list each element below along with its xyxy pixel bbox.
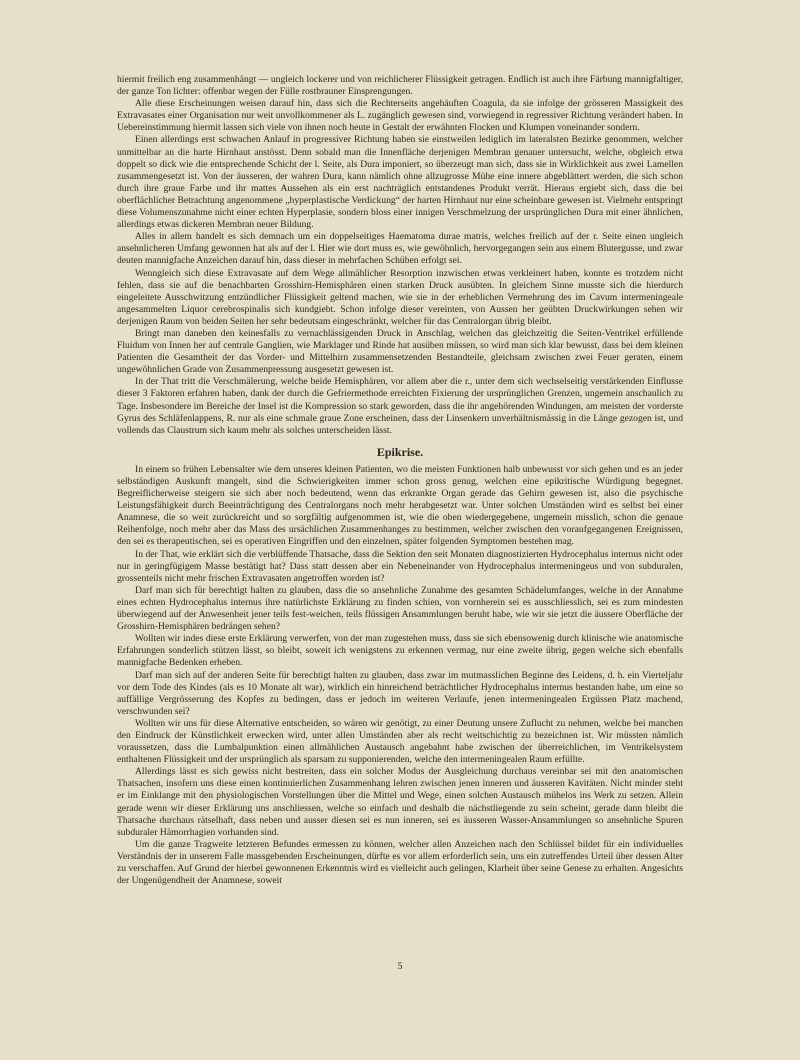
paragraph-1: hiermit freilich eng zusammenhängt — ungleich lockerer und von reichlicherer Flüssigkeit getragen. Endlich ist auch ihre Färbung mannigfaltiger, der ganze Ton lichter: offenbar wegen der Fülle rostbrauner Einsprengungen.: [117, 74, 683, 98]
paragraph-5: Wenngleich sich diese Extravasate auf dem Wege allmählicher Resorption inzwischen etwas verkleinert haben, konnte es trotzdem nicht fehlen, dass sie auf die benachbarten Grosshirn-Hemisphären einen starken Druck ausübten. In gleichem Sinne musste sich die hierdurch eingeleitete Ausschwitzung entzündlicher Flüssigkeit geltend machen, wie sie in der erheblichen Vermehrung des im Cavum intermeningeale angesammelten Liquor cerebrospinalis sich kundgiebt. Schon infolge dieser vereinten, von Aussen her geübten Druckwirkungen sehen wir derjenigen Raum von beiden Seiten her sehr bedeutsam eingeschränkt, welcher für das Centralorgan übrig bleibt.: [117, 267, 683, 327]
epikrise-paragraph-5: Darf man sich auf der anderen Seite für berechtigt halten zu glauben, dass zwar im mutmasslichen Beginne des Leidens, d. h. ein Vierteljahr vor dem Tode des Kindes (als es 10 Monate alt war), wirklich ein hinreichend beträchtlicher Hydrocephalus internus bestanden habe, um eine so auffällige Vergrösserung des Kopfes zu bedingen, dass er jedoch im weiteren Verlaufe, jenen intermeningealen Ergüssen Platz machend, verschwunden sei?: [117, 669, 683, 717]
epikrise-paragraph-6: Wollten wir uns für diese Alternative entscheiden, so wären wir genötigt, zu einer Deutung unsere Zuflucht zu nehmen, welche bei manchen den Eindruck der Künstlichkeit erwecken wird, unter allen Umständen aber als recht weitschichtig zu bezeichnen ist. Wir müssten nämlich voraussetzen, dass die Lumbalpunktion einen allmählichen Austausch angebahnt habe zwischen der überreichlichen, im Ventrikelsystem enthaltenen Flüssigkeit und der ursprünglich als sparsam zu supponierenden, welche den intermeningealen Raum erfüllte.: [117, 717, 683, 766]
section-heading-epikrise: Epikrise.: [376, 444, 424, 459]
page-number: 5: [397, 961, 403, 972]
body-text: [117, 74, 683, 887]
epikrise-paragraph-7: Allerdings lässt es sich gewiss nicht bestreiten, dass ein solcher Modus der Ausgleichung durchaus vereinbar sei mit den anatomischen Thatsachen, insofern uns diese einen kontinuierlichen Zusammenhang lehren zwischen jenen inneren und äusseren Kavitäten. Nicht minder steht er im Einklange mit den physiologischen Vorstellungen über die Mittel und Wege, einen solchen Austausch mühelos ins Werk zu setzen. Allein gerade wenn wir dieser Erklärung uns anschliessen, welche so einfach und deshalb die nächstliegende zu sein scheint, gerade dann bleibt die Thatsache durchaus rätselhaft, dass neben und ausser diesen sei es nun inneren, sei es äusseren Wasser-Ansammlungen so ansehnliche Spuren subduraler Hämorrhagien vorhanden sind.: [117, 766, 683, 838]
epikrise-paragraph-2: In der That, wie erklärt sich die verblüffende Thatsache, dass die Sektion den seit Monaten diagnostizierten Hydrocephalus internus nicht oder nur in geringfügigem Masse bestätigt hat? Dass statt dessen aber ein Nebeneinander von Hydrocephalus intermeningeus und von subduralen, grossenteils nicht mehr frischen Extravasaten angetroffen worden ist?: [117, 548, 683, 584]
epikrise-paragraph-4: Wollten wir indes diese erste Erklärung verwerfen, von der man zugestehen muss, dass sie sich ebensowenig durch klinische wie anatomische Erfahrungen sonderlich stützen lässt, so bleibt, soweit ich wenigstens zu erkennen vermag, nur eine zweite übrig, gegen welche sich ebenfalls mannigfache Bedenken erheben.: [117, 633, 683, 669]
paragraph-2: Alle diese Erscheinungen weisen darauf hin, dass sich die Rechterseits angehäuften Coagula, da sie infolge der grösseren Massigkeit des Extravasates einer Organisation nur weit unvollkommener als L. zugänglich gewesen sind, vorwiegend in regressiver Richtung verändert haben. In Uebereinstimmung hiermit lassen sich viele von ihnen noch heute in Gestalt der erwähnten Flocken und Klumpen voneinander sondern.: [117, 98, 683, 134]
paragraph-6: Bringt man daneben den keinesfalls zu vernachlässigenden Druck in Anschlag, welchen das gleichzeitig die Seiten-Ventrikel erfüllende Fluidum von Innen her auf centrale Ganglien, wie Marklager und Rinde hat ausüben müssen, so wird man sich klar bewusst, dass bei dem kleinen Patienten die Gesamtheit der das Vorder- und Mittelhirn zusammensetzenden Bestandteile, gleichsam zwischen zwei Feuer geraten, einem ungewöhnlichen Grade von Zusammenpressung ausgesetzt gewesen ist.: [117, 327, 683, 376]
paragraph-4: Alles in allem handelt es sich demnach um ein doppelseitiges Haematoma durae matris, welches freilich auf der r. Seite einen ungleich ansehnlicheren Umfang gewonnen hat als auf der l. Hier wie dort muss es, wie gewöhnlich, hervorgegangen sein aus einem Blutergusse, und zwar deuten mannigfache Anzeichen darauf hin, dass dieser in mehrfachen Schüben erfolgt sei.: [117, 231, 683, 267]
epikrise-paragraph-1: In einem so frühen Lebensalter wie dem unseres kleinen Patienten, wo die meisten Funktionen halb unbewusst vor sich gehen und es an jeder selbständigen Auskunft mangelt, sind die Schwierigkeiten immer schon gross genug, welchen eine epikritische Würdigung begegnet. Begreiflicherweise steigern sie sich aber noch bedeutend, wenn das erkrankte Organ gerade das Gehirn gewesen ist, also die psychische Leistungsfähigkeit durch Beeinträchtigung des Centralorgans noch mehr herabgesetzt war. Unter solchen Umständen wird es selbst bei einer Anamnese, die so weit zurückreicht und so sorgfältig aufgenommen ist, wie die oben wiedergegebene, ungemein misslich, schon die genaue Reihenfolge, noch mehr aber das Mass des ursächlichen Zusammenhanges zu bestimmen, welcher zwischen den voraufgegangenen Ereignissen, den sei es therapeutischen, sei es operativen Eingriffen und den einzelnen, später folgenden Symptomen bestehen mag.: [117, 463, 683, 548]
paragraph-3: Einen allerdings erst schwachen Anlauf in progressiver Richtung haben sie einstweilen lediglich im lateralsten Bezirke genommen, welcher unmittelbar an die harte Hirnhaut anstösst. Denn sobald man die Innenfläche derjenigen Membran genauer untersucht, welche, obgleich etwa doppelt so dick wie die entsprechende Schicht der l. Seite, als Dura imponiert, so überzeugt man sich, dass sie in Wirklichkeit aus zwei Lamellen zusammengesetzt ist. Von der äusseren, der wahren Dura, kann nämlich ohne allzugrosse Mühe eine innere abgeblättert werden, die sich schon durch ihre graue Farbe und ihr mattes Aussehen als ein erst nachträglich entstandenes Produkt verrät. Hieraus ergiebt sich, dass die bei oberflächlicher Betrachtung angenommene „hyperplastische Verdickung“ der harten Hirnhaut nur eine scheinbare gewesen ist. Vielmehr entspringt diese Volumenszunahme nicht einer echten Hyperplasie, sondern bloss einer innigen Verschmelzung der ursprünglichen Dura mit einer ähnlichen, allerdings etwas dickeren Membran neuer Bildung.: [117, 134, 683, 231]
paragraph-7: In der That tritt die Verschmälerung, welche beide Hemisphären, vor allem aber die r., unter dem sich wechselseitig verstärkenden Einflusse dieser 3 Faktoren erfahren haben, dank der durch die Gefriermethode erreichten Fixierung der ursprünglichen Grenzen, ungemein anschaulich zu Tage. Insbesondere im Bereiche der Insel ist die Kompression so stark geworden, dass die ihr angehörenden Windungen, am meisten der vorderste Gyrus des Schläfenlappens, R. nur als eine schmale graue Zone erscheinen, dass der Linsenkern unverhältnismässig in die Länge gezogen ist, und vollends das Claustrum sich kaum mehr als solches unterscheiden lässt.: [117, 376, 683, 436]
epikrise-paragraph-8: Um die ganze Tragweite letzteren Befundes ermessen zu können, welcher allen Anzeichen nach den Schlüssel bildet für ein individuelles Verständnis der in unserem Falle massgebenden Erscheinungen, dürfte es vor allem erforderlich sein, uns ein zutreffendes Urteil über dessen Alter zu verschaffen. Auf Grund der hierbei gewonnenen Erkenntnis wird es vielleicht auch gelingen, Klarheit über seine Genese zu erhalten. Angesichts der Ungenügendheit der Anamnese, soweit: [117, 838, 683, 887]
epikrise-paragraph-3: Darf man sich für berechtigt halten zu glauben, dass die so ansehnliche Zunahme des gesamten Schädelumfanges, welche in der Annahme eines echten Hydrocephalus internus ihre natürlichste Erklärung zu finden schien, von vornherein sei es ausschliesslich, sei es zum mindesten überwiegend auf der Anwesenheit jener teils fest-weichen, teils flüssigen Ansammlungen beruht habe, wie wir sie jetzt die äussere Oberfläche der Grosshirn-Hemisphären bedrängen sehen?: [117, 584, 683, 633]
